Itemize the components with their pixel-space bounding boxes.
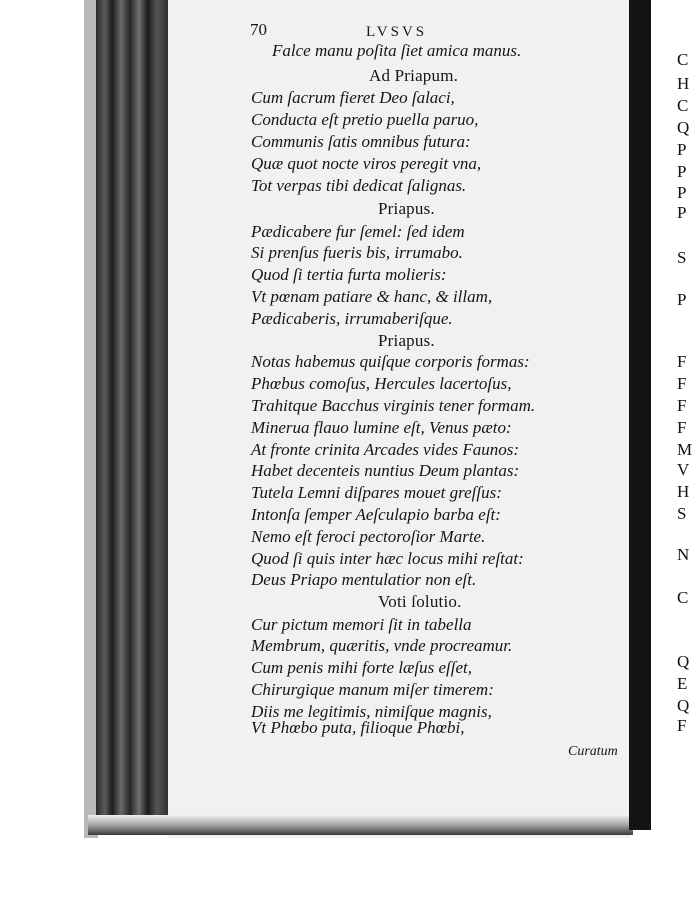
verse-line: Cur pictum memori ſit in tabella xyxy=(251,615,472,634)
verse-line: Intonſa ſemper Aeſculapio barba eſt: xyxy=(251,505,501,524)
verse-line: Minerua flauo lumine eſt, Venus pæto: xyxy=(251,418,512,437)
right-page-initial: H xyxy=(677,74,690,93)
section-heading: Priapus. xyxy=(378,199,435,218)
verse-line: Deus Priapo mentulatior non eſt. xyxy=(251,570,477,589)
right-page-initial: P xyxy=(677,162,687,181)
verse-line: Vt pœnam patiare & hanc, & illam, xyxy=(251,287,493,306)
gutter-shadow xyxy=(629,0,651,830)
running-head: LVSVS xyxy=(366,24,428,40)
verse-line: Pædicabere fur ſemel: ſed idem xyxy=(251,222,465,241)
section-heading: Priapus. xyxy=(378,331,435,350)
verse-line: Si prenſus fueris bis, irrumabo. xyxy=(251,243,463,262)
right-page-initial: P xyxy=(677,290,687,309)
right-page-initial: V xyxy=(677,460,690,479)
verse-line: Quæ quot nocte viros peregit vna, xyxy=(251,154,482,173)
verse-line: At fronte crinita Arcades vides Faunos: xyxy=(251,440,520,459)
section-heading: Ad Priapum. xyxy=(369,66,459,85)
verse-line: Falce manu poſita ſiet amica manus. xyxy=(272,41,522,60)
verse-line: Diis me legitimis, nimiſque magnis, xyxy=(251,702,492,721)
verse-line: Habet decenteis nuntius Deum plantas: xyxy=(251,461,520,480)
right-page-initial: C xyxy=(677,588,689,607)
catchword: Curatum xyxy=(568,744,618,759)
right-page-initial: Q xyxy=(677,652,690,671)
verse-line: Phœbus comoſus, Hercules lacertoſus, xyxy=(251,374,512,393)
right-page-initial: N xyxy=(677,545,690,564)
section-heading: Voti ſolutio. xyxy=(378,592,462,611)
right-page-initial: F xyxy=(677,374,687,393)
right-page-initial: F xyxy=(677,352,687,371)
right-page-initial: F xyxy=(677,396,687,415)
right-page-initial: C xyxy=(677,50,689,69)
verse-line: Chirurgique manum miſer timerem: xyxy=(251,680,494,699)
verse-line: Nemo eſt feroci pectoroſior Marte. xyxy=(251,527,486,546)
right-page-initial: C xyxy=(677,96,689,115)
verse-line: Quod ſi quis inter hæc locus mihi reſtat: xyxy=(251,549,524,568)
book-spine xyxy=(96,0,170,832)
verse-line: Cum penis mihi forte læſus eſſet, xyxy=(251,658,472,677)
verse-line: Notas habemus quiſque corporis formas: xyxy=(251,352,530,371)
verse-line: Trahitque Bacchus virginis tener formam. xyxy=(251,396,536,415)
verse-line: Pædicaberis, irrumaberiſque. xyxy=(251,309,453,328)
page-number: 70 xyxy=(250,20,267,39)
verse-line: Vt Phœbo puta, filioque Phœbi, xyxy=(251,718,465,737)
right-page-initial: P xyxy=(677,140,687,159)
verse-line: Tutela Lemni diſpares mouet greſſus: xyxy=(251,483,502,502)
verse-line: Conducta eſt pretio puella paruo, xyxy=(251,110,479,129)
right-page-initial: M xyxy=(677,440,692,459)
right-page-initial: Q xyxy=(677,696,690,715)
right-page-initial: Q xyxy=(677,118,690,137)
right-page-initial: P xyxy=(677,183,687,202)
right-page-initial: S xyxy=(677,504,687,523)
right-page-initial: F xyxy=(677,418,687,437)
right-page-initial: P xyxy=(677,203,687,222)
right-page-initial: E xyxy=(677,674,688,693)
right-page-initial: S xyxy=(677,248,687,267)
verse-line: Cum ſacrum fieret Deo ſalaci, xyxy=(251,88,455,107)
verse-line: Membrum, quæritis, vnde procreamur. xyxy=(251,636,513,655)
page-bottom-edge xyxy=(88,815,633,835)
verse-line: Tot verpas tibi dedicat ſalignas. xyxy=(251,176,467,195)
verse-line: Quod ſi tertia furta molieris: xyxy=(251,265,447,284)
verse-line: Communis ſatis omnibus futura: xyxy=(251,132,471,151)
right-page-initial: H xyxy=(677,482,690,501)
right-page-initial: F xyxy=(677,716,687,735)
